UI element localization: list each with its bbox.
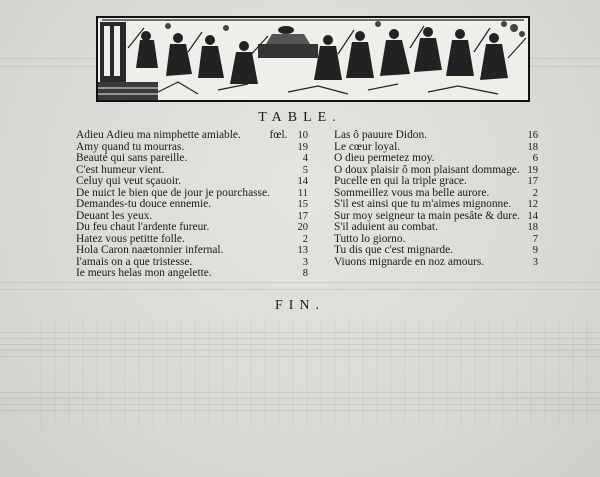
entry-page-number: 11 [297, 187, 308, 199]
entry-page-group [294, 199, 309, 211]
entry-page-number: 14 [527, 210, 538, 222]
entry-title: Sur moy seigneur ta main pesâte & dure. [334, 209, 520, 222]
entry-page-group [529, 257, 538, 269]
entry-title: Demandes-tu douce ennemie. [76, 198, 212, 210]
bleed-through-line [0, 289, 600, 290]
entry-title: Deuant les yeux. [76, 209, 153, 222]
entry-title: Amy quand tu mourras. [76, 140, 185, 153]
entry-page-group [524, 176, 539, 188]
entry-title: Le cœur loyal. [334, 140, 401, 153]
entry-title: O dieu permetez moy. [334, 152, 435, 164]
entry-page-number: 15 [297, 199, 308, 210]
entry-page-number: 20 [297, 222, 308, 233]
entry-title: I'amais on a que tristesse. [76, 255, 193, 268]
entry-page-group [524, 165, 539, 177]
entry-title: Pucelle en qui la triple grace. [334, 175, 467, 187]
entry-page-number: 18 [527, 222, 538, 233]
entry-page-group [299, 153, 308, 165]
entry-title: Tu dis que c'est mignarde. [334, 244, 454, 256]
table-entry [76, 245, 308, 257]
entry-page-group [299, 257, 308, 269]
entry-page-group [294, 245, 309, 257]
table-entry [334, 176, 538, 188]
entry-page-group [529, 234, 538, 246]
table-entry [76, 176, 308, 188]
entry-title: Du feu chaut l'ardente fureur. [76, 221, 210, 233]
bleed-through-line [0, 282, 600, 283]
entry-page-number: 2 [302, 233, 308, 245]
entry-page-number: 3 [532, 256, 538, 268]
entry-page-number: 13 [297, 245, 308, 256]
entry-page-group [294, 176, 309, 188]
entry-page-number: 17 [297, 210, 308, 222]
right-column-entries [334, 130, 538, 268]
table-entry [76, 222, 308, 234]
entry-page-number: 5 [302, 164, 308, 176]
entry-page-number: 19 [297, 141, 308, 153]
entry-title: De nuict le bien que de jour je pourchasse. [76, 186, 270, 199]
entry-page-number: 19 [527, 164, 538, 176]
table-entry [334, 245, 538, 257]
entry-page-number: 14 [297, 176, 308, 187]
woodcut-figures-icon [98, 18, 528, 100]
table-entry [334, 199, 538, 211]
entry-page-group [529, 245, 538, 257]
entry-title: Hatez vous petitte folle. [76, 232, 185, 245]
table-entry [334, 130, 538, 142]
entry-title: Hola Caron naætonnier infernal. [76, 244, 224, 256]
entry-page-number: 4 [302, 153, 308, 164]
entry-page-group [294, 222, 309, 234]
entry-page-group [524, 142, 539, 154]
entry-page-group [524, 199, 539, 211]
entry-page-group [299, 165, 308, 177]
entry-page-group [524, 211, 539, 223]
entry-page-number: 8 [302, 268, 308, 279]
entry-page-group [524, 130, 539, 142]
entry-page-number: 2 [532, 187, 538, 199]
entry-title: S'il aduient au combat. [334, 221, 438, 233]
entry-page-group [299, 234, 308, 246]
entry-title: Tutto lo giorno. [334, 232, 406, 245]
entry-page-number: 7 [532, 233, 538, 245]
entry-page-group [294, 211, 309, 223]
fin-footer: FIN. [274, 298, 326, 313]
entry-page-number: 10 [297, 130, 308, 141]
entry-title: Sommeillez vous ma belle aurore. [334, 186, 490, 199]
table-entry [334, 222, 538, 234]
entry-page-group [524, 222, 539, 234]
table-heading: TABLE. [258, 110, 342, 125]
entry-page-number: 12 [527, 199, 538, 210]
entry-page-number: 18 [527, 141, 538, 153]
entry-title: S'il est ainsi que tu m'aimes mignonne. [334, 198, 512, 210]
woodcut-illustration [96, 16, 530, 102]
entry-title: C'est humeur vient. [76, 163, 165, 176]
table-entry [76, 199, 308, 211]
entry-title: Celuy qui veut sçauoir. [76, 175, 182, 187]
table-entry [334, 153, 538, 165]
entry-page-number: 9 [532, 245, 538, 256]
entry-title: O doux plaisir ô mon plaisant dommage. [334, 163, 520, 176]
entry-page-group [299, 268, 308, 280]
left-column-entries [76, 130, 308, 280]
table-entry [334, 257, 538, 269]
entry-title: Beauté qui sans pareille. [76, 152, 188, 164]
entry-page-group [294, 188, 308, 200]
entry-title: Viuons mignarde en noz amours. [334, 255, 485, 268]
entry-page-number: 3 [302, 256, 308, 268]
table-entry [76, 268, 308, 280]
entry-title: Adieu Adieu ma nimphette amiable. [76, 129, 241, 141]
entry-page-group [529, 188, 538, 200]
entry-page-number: 17 [527, 176, 538, 187]
entry-page-group [529, 153, 538, 165]
entry-page-number: 16 [527, 130, 538, 141]
entry-page-number: 6 [532, 153, 538, 164]
table-entry [76, 130, 308, 142]
entry-page-group [294, 142, 309, 154]
entry-title: Ie meurs helas mon angelette. [76, 267, 212, 279]
table-entry [76, 153, 308, 165]
bleed-through-notes [40, 318, 590, 428]
entry-page-group [269, 130, 308, 142]
entry-title: Las ô pauure Didon. [334, 129, 427, 141]
entry-folio-mark: fœl. [269, 129, 288, 141]
